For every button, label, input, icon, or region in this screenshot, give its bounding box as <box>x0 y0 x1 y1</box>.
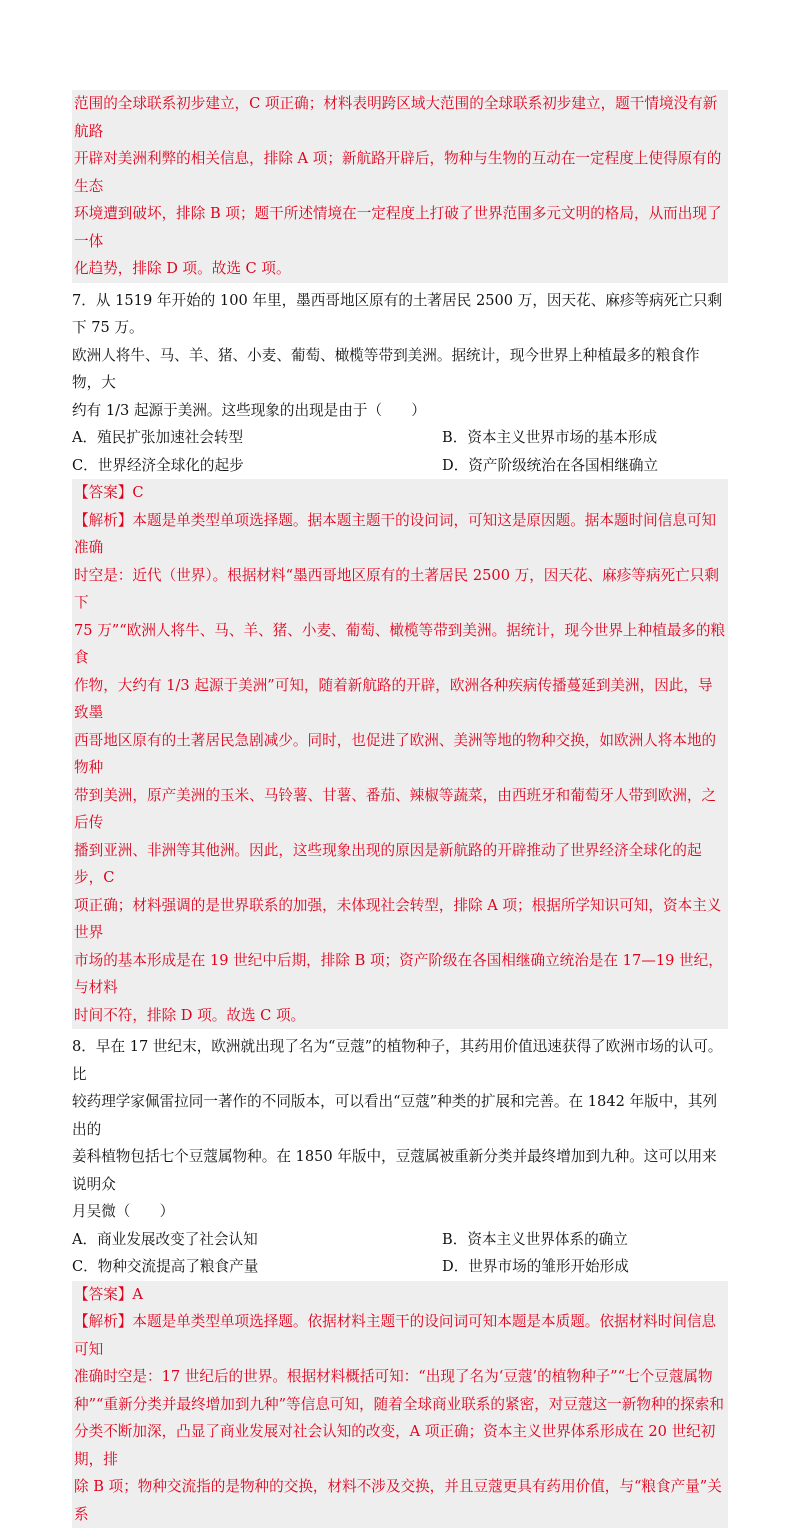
text-line: 范围的全球联系初步建立，C 项正确；材料表明跨区域大范围的全球联系初步建立，题干情境没有新航路 <box>74 90 726 145</box>
text-line: 7．从 1519 年开始的 100 年里，墨西哥地区原有的土著居民 2500 万，因天花、麻疹等病死亡只剩下 75 万。 <box>72 287 728 342</box>
question-7-answer-block <box>72 479 728 1029</box>
text-line: 8．早在 17 世纪末，欧洲就出现了名为“豆蔻”的植物种子，其药用价值迅速获得了欧洲市场的认可。比 <box>72 1033 728 1088</box>
text-line: 除 B 项；物种交流指的是物种的交换，材料不涉及交换，并且豆蔻更具有药用价值，与“粮食产量”关系 <box>74 1473 726 1528</box>
text-line: 市场的基本形成是在 19 世纪中后期，排除 B 项；资产阶级在各国相继确立统治是在 17—19 世纪，与材料 <box>74 947 726 1002</box>
answer-label: 【答案】C <box>74 479 726 507</box>
text-line: 西哥地区原有的土著居民急剧减少。同时，也促进了欧洲、美洲等地的物种交换，如欧洲人将本地的物种 <box>74 727 726 782</box>
option-b: B．资本主义世界体系的确立 <box>442 1226 728 1254</box>
text-line: 时间不符，排除 D 项。故选 C 项。 <box>74 1002 726 1030</box>
question-8-stem <box>72 1033 728 1226</box>
text-line: 时空是：近代（世界）。根据材料“墨西哥地区原有的土著居民 2500 万，因天花、麻疹等病死亡只剩下 <box>74 562 726 617</box>
text-line: 项正确；材料强调的是世界联系的加强，未体现社会转型，排除 A 项；根据所学知识可知，资本主义世界 <box>74 892 726 947</box>
text-line: 种”“重新分类并最终增加到九种”等信息可知，随着全球商业联系的紧密，对豆蔻这一新物种的探索和 <box>74 1391 726 1419</box>
question-8-answer-block <box>72 1281 728 1528</box>
text-line: 开辟对美洲利弊的相关信息，排除 A 项；新航路开辟后，物种与生物的互动在一定程度上使得原有的生态 <box>74 145 726 200</box>
text-line: 约有 1/3 起源于美洲。这些现象的出现是由于（ ） <box>72 397 728 425</box>
text-line: 带到美洲，原产美洲的玉米、马铃薯、甘薯、番茄、辣椒等蔬菜，由西班牙和葡萄牙人带到欧洲，之后传 <box>74 782 726 837</box>
text-line: 75 万”“欧洲人将牛、马、羊、猪、小麦、葡萄、橄榄等带到美洲。据统计，现今世界上种植最多的粮食 <box>74 617 726 672</box>
text-line: 欧洲人将牛、马、羊、猪、小麦、葡萄、橄榄等带到美洲。据统计，现今世界上种植最多的粮食作物，大 <box>72 342 728 397</box>
text-line: 准确时空是：17 世纪后的世界。根据材料概括可知：“出现了名为‘豆蔻’的植物种子”“七个豆蔻属物 <box>74 1363 726 1391</box>
option-a: A．殖民扩张加速社会转型 <box>72 424 442 452</box>
option-c: C．世界经济全球化的起步 <box>72 452 442 480</box>
option-d: D．资产阶级统治在各国相继确立 <box>442 452 728 480</box>
text-line: 播到亚洲、非洲等其他洲。因此，这些现象出现的原因是新航路的开辟推动了世界经济全球化的起步，C <box>74 837 726 892</box>
text-line: 月吴微（ ） <box>72 1198 728 1226</box>
question-7-stem <box>72 287 728 425</box>
option-c: C．物种交流提高了粮食产量 <box>72 1253 442 1281</box>
option-b: B．资本主义世界市场的基本形成 <box>442 424 728 452</box>
question-8-options <box>72 1226 728 1281</box>
text-line: 作物，大约有 1/3 起源于美洲”可知，随着新航路的开辟，欧洲各种疾病传播蔓延到美洲，因此，导致墨 <box>74 672 726 727</box>
previous-analysis-continuation <box>72 90 728 283</box>
text-line: 环境遭到破坏，排除 B 项；题干所述情境在一定程度上打破了世界范围多元文明的格局，从而出现了一体 <box>74 200 726 255</box>
option-d: D．世界市场的雏形开始形成 <box>442 1253 728 1281</box>
text-line: 较药理学家佩雷拉同一著作的不同版本，可以看出“豆蔻”种类的扩展和完善。在 1842 年版中，其列出的 <box>72 1088 728 1143</box>
text-line: 【解析】本题是单类型单项选择题。依据材料主题干的设问词可知本题是本质题。依据材料时间信息可知 <box>74 1308 726 1363</box>
text-line: 【解析】本题是单类型单项选择题。据本题主题干的设问词，可知这是原因题。据本题时间信息可知准确 <box>74 507 726 562</box>
question-7-options <box>72 424 728 479</box>
text-line: 分类不断加深，凸显了商业发展对社会认知的改变，A 项正确；资本主义世界体系形成在 20 世纪初期，排 <box>74 1418 726 1473</box>
text-line: 化趋势，排除 D 项。故选 C 项。 <box>74 255 726 283</box>
text-line: 姜科植物包括七个豆蔻属物种。在 1850 年版中，豆蔻属被重新分类并最终增加到九种。这可以用来说明众 <box>72 1143 728 1198</box>
answer-label: 【答案】A <box>74 1281 726 1309</box>
option-a: A．商业发展改变了社会认知 <box>72 1226 442 1254</box>
document-page <box>72 90 728 1528</box>
